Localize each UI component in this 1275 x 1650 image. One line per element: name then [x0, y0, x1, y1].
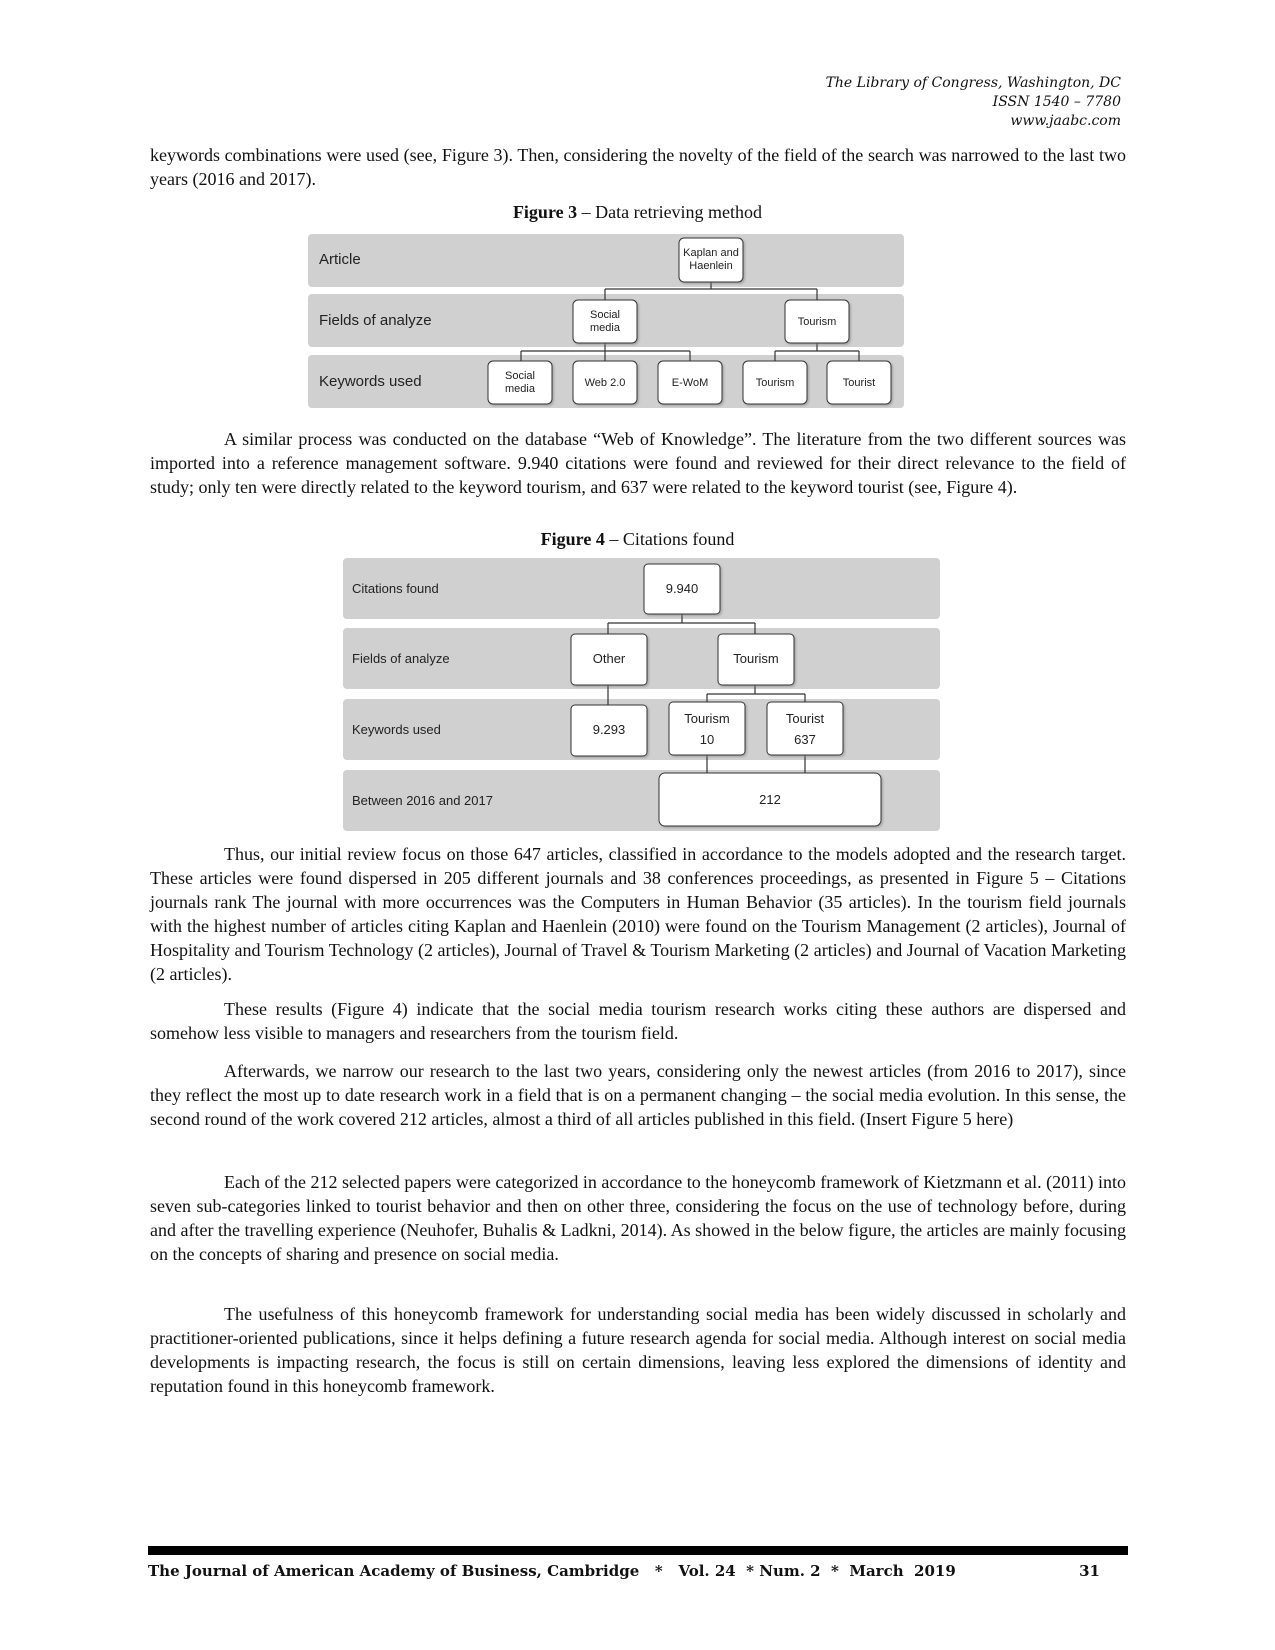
paragraph-web-of-knowledge: A similar process was conducted on the database “Web of Knowledge”. The literature from the two different sources was imported into a reference management software. 9.940 citations were found and reviewed for their direct relevance to the field of study; only ten were directly related to the keyword tourism, and 637 were related to the keyword tourist (see, Figure 4).	[150, 429, 1126, 497]
figure-3-text-kw-social: Social	[505, 370, 535, 382]
figure-4-row-label: Citations found	[352, 581, 439, 596]
header-library: The Library of Congress, Washington, DC	[825, 75, 1121, 91]
figure-3-text-kw-tourist: Tourist	[842, 377, 876, 389]
figure-3-text-social: Social	[590, 309, 620, 321]
figure-3-row-label: Keywords used	[319, 373, 422, 390]
figure-3-text-kw-media: media	[505, 383, 535, 395]
figure-4-text-final: 212	[759, 792, 781, 807]
figure-4-text-total: 9.940	[665, 581, 699, 596]
figure-4-diagram	[343, 557, 943, 833]
paragraph-narrow-research: Afterwards, we narrow our research to the last two years, considering only the newest articles (from 2016 to 2017), since they reflect the most up to date research work in a field that is on a permanent changing – the social media evolution. In this sense, the second round of the work covered 212 articles, almost a third of all articles published in this field. (Insert Figure 5 here)	[150, 1061, 1126, 1129]
figure-4-text-kw-tourist: Tourist	[785, 711, 825, 726]
figure-3-text-tourism: Tourism	[797, 316, 837, 328]
page-number: 31	[1079, 1562, 1100, 1580]
figure-4-title: – Citations found	[604, 529, 735, 549]
figure-3-caption	[0, 202, 1275, 223]
figure-3-text-kaplan: Kaplan and	[683, 247, 739, 259]
paragraph-honeycomb-usefulness: The usefulness of this honeycomb framework for understanding social media has been widely discussed in scholarly and practitioner-oriented publications, since it helps defining a future research agenda for social media. Although interest on social media developments is impacting research, the focus is still on certain dimensions, leaving less explored the dimensions of identity and reputation found in this honeycomb framework.	[150, 1304, 1126, 1396]
footer-journal: The Journal of American Academy of Business, Cambridge * Vol. 24 * Num. 2 * March 2019	[148, 1562, 956, 1580]
figure-4-row-label: Fields of analyze	[352, 651, 450, 666]
header-issn: ISSN 1540 – 7780	[992, 94, 1121, 110]
page-footer	[148, 1562, 1128, 1580]
figure-4-label: Figure 4	[540, 529, 605, 549]
figure-3-label: Figure 3	[512, 202, 578, 222]
figure-3-row-article	[308, 234, 904, 287]
figure-3-text-kw-ewom: E-WoM	[671, 377, 709, 389]
figure-4-caption	[0, 529, 1275, 550]
figure-4-row-label: Between 2016 and 2017	[352, 793, 493, 808]
paragraph-intro: keywords combinations were used (see, Figure 3). Then, considering the novelty of the field of the search was narrowed to the last two years (2016 and 2017).	[150, 145, 1126, 189]
paragraph-initial-review: Thus, our initial review focus on those 647 articles, classified in accordance to the models adopted and the research target. These articles were found dispersed in 205 different journals and 38 conferences proceedings, as presented in Figure 5 – Citations journals rank The journal with more occurrences was the Computers in Human Behavior (35 articles). In the tourism field journals with the highest number of articles citing Kaplan and Haenlein (2010) were found on the Tourism Management (2 articles), Journal of Hospitality and Tourism Technology (2 articles), Journal of Travel & Tourism Marketing (2 articles) and Journal of Vacation Marketing (2 articles).	[150, 844, 1126, 984]
figure-3-row-label: Fields of analyze	[319, 312, 432, 329]
paragraph-honeycomb-categorization: Each of the 212 selected papers were categorized in accordance to the honeycomb framework of Kietzmann et al. (2011) into seven sub-categories linked to tourist behavior and then on other three, considering the focus on the use of technology before, during and after the travelling experience (Neuhofer, Buhalis & Ladkni, 2014). As showed in the below figure, the articles are mainly focusing on the concepts of sharing and presence on social media.	[150, 1172, 1126, 1264]
figure-3-text-kw-tourism: Tourism	[755, 377, 795, 389]
figure-3-text-kw-web20: Web 2.0	[584, 377, 626, 389]
figure-4-row-label: Keywords used	[352, 722, 441, 737]
footer-rule	[148, 1546, 1128, 1555]
figure-3-title: – Data retrieving method	[577, 202, 763, 222]
figure-3-row-label: Article	[319, 251, 361, 268]
paragraph-results: These results (Figure 4) indicate that the social media tourism research works citing these authors are dispersed and somehow less visible to managers and researchers from the tourism field.	[150, 999, 1126, 1043]
figure-3-text-haenlein: Haenlein	[689, 260, 733, 272]
figure-4-text-kw-tourism-count: 10	[699, 732, 715, 747]
figure-4-text-kw-tourism: Tourism	[684, 711, 730, 726]
figure-4-text-other: Other	[592, 651, 626, 666]
figure-4-text-kw-tourist-count: 637	[794, 732, 816, 747]
figure-4-text-tourism: Tourism	[733, 651, 779, 666]
figure-4-node-kw-tourism	[669, 702, 745, 755]
figure-3-diagram	[308, 232, 906, 412]
figure-4-node-kw-tourist	[767, 702, 843, 755]
figure-4-text-other-count: 9.293	[592, 722, 626, 737]
figure-3-text-media: media	[590, 322, 620, 334]
running-header	[826, 74, 1121, 131]
header-website: www.jaabc.com	[1010, 113, 1121, 129]
